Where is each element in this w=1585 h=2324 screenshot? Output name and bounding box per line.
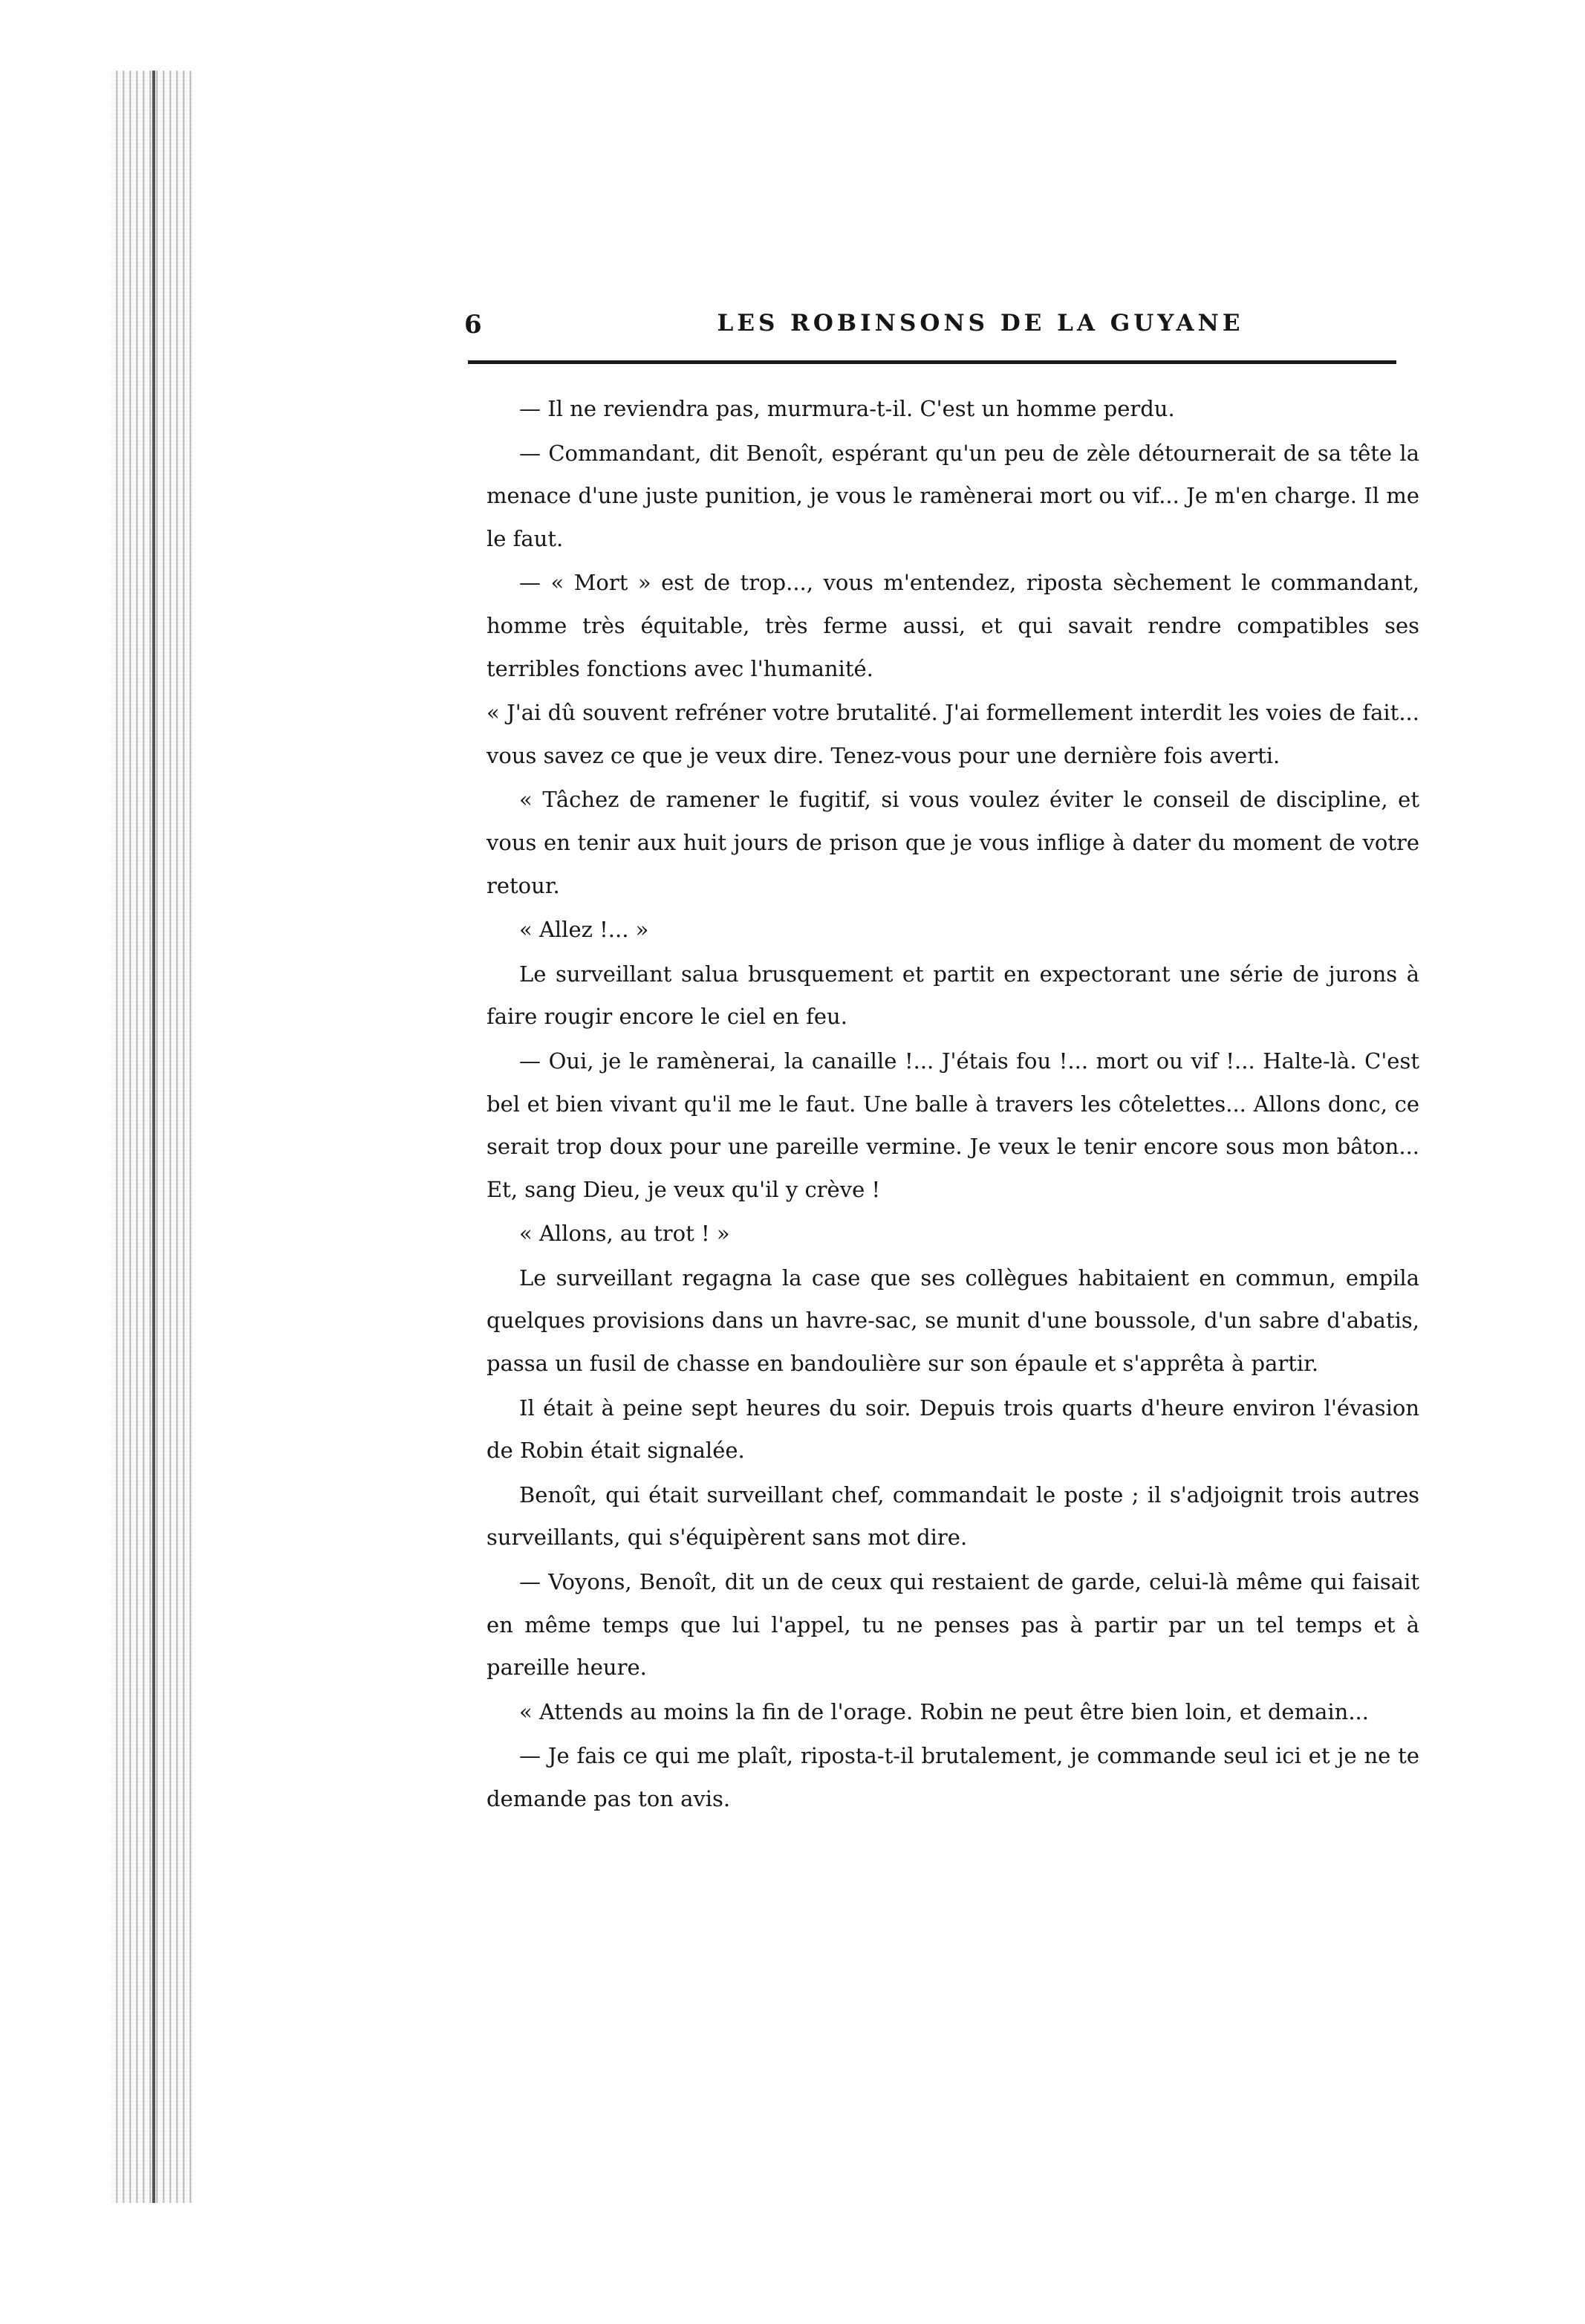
paragraph: Le surveillant salua brusquement et partit en expectorant une série de jurons à faire rougir encore le ciel en feu.	[486, 961, 1419, 1030]
body-text	[486, 388, 1419, 1822]
paragraph: Benoît, qui était surveillant chef, commandait le poste ; il s'adjoignit trois autres surveillants, qui s'équipèrent sans mot dire.	[486, 1481, 1419, 1551]
paragraph: — Commandant, dit Benoît, espérant qu'un peu de zèle détournerait de sa tête la menace d'une juste punition, je vous le ramènerai mort ou vif... Je m'en charge. Il me le faut.	[486, 440, 1419, 551]
page-number: 6	[464, 310, 482, 340]
paragraph: « Allons, au trot ! »	[519, 1221, 730, 1247]
page-header	[464, 310, 1396, 347]
header-rule	[468, 360, 1396, 364]
paragraph: — Oui, je le ramènerai, la canaille !... J'étais fou !... mort ou vif !... Halte-là. C'est bel et bien vivant qu'il me le faut. Une balle à travers les côtelettes... Allons donc, ce serait trop doux pour une pareille vermine. Je veux le tenir encore sous mon bâton... Et, sang Dieu, je veux qu'il y crève !	[486, 1048, 1419, 1202]
paragraph: — Il ne reviendra pas, murmura-t-il. C'est un homme perdu.	[519, 396, 1175, 421]
paragraph: « Attends au moins la fin de l'orage. Robin ne peut être bien loin, et demain...	[519, 1698, 1369, 1724]
paragraph: « Tâchez de ramener le fugitif, si vous voulez éviter le conseil de discipline, et vous en tenir aux huit jours de prison que je vous inflige à dater du moment de votre retour.	[486, 787, 1419, 898]
running-title: LES ROBINSONS DE LA GUYANE	[717, 310, 1244, 337]
paragraph: « J'ai dû souvent refréner votre brutalité. J'ai formellement interdit les voies de fait... vous savez ce que je veux dire. Tenez-vous pour une dernière fois averti.	[486, 700, 1419, 768]
paragraph: — Voyons, Benoît, dit un de ceux qui restaient de garde, celui-là même qui faisait en même temps que lui l'appel, tu ne penses pas à partir par un tel temps et à pareille heure.	[486, 1569, 1419, 1681]
book-binding-edge	[152, 71, 155, 2203]
paragraph: « Allez !... »	[519, 917, 649, 943]
paragraph: — « Mort » est de trop..., vous m'entendez, riposta sèchement le commandant, homme très équitable, très ferme aussi, et qui savait rendre compatibles ses terribles fonctions avec l'humanité.	[486, 570, 1419, 681]
paragraph: Il était à peine sept heures du soir. Depuis trois quarts d'heure environ l'évasion de Robin était signalée.	[486, 1395, 1419, 1464]
paragraph: — Je fais ce qui me plaît, riposta-t-il brutalement, je commande seul ici et je ne te demande pas ton avis.	[486, 1743, 1419, 1811]
paragraph: Le surveillant regagna la case que ses collègues habitaient en commun, empila quelques provisions dans un havre-sac, se munit d'une boussole, d'un sabre d'abatis, passa un fusil de chasse en bandoulière sur son épaule et s'apprêta à partir.	[486, 1265, 1419, 1377]
